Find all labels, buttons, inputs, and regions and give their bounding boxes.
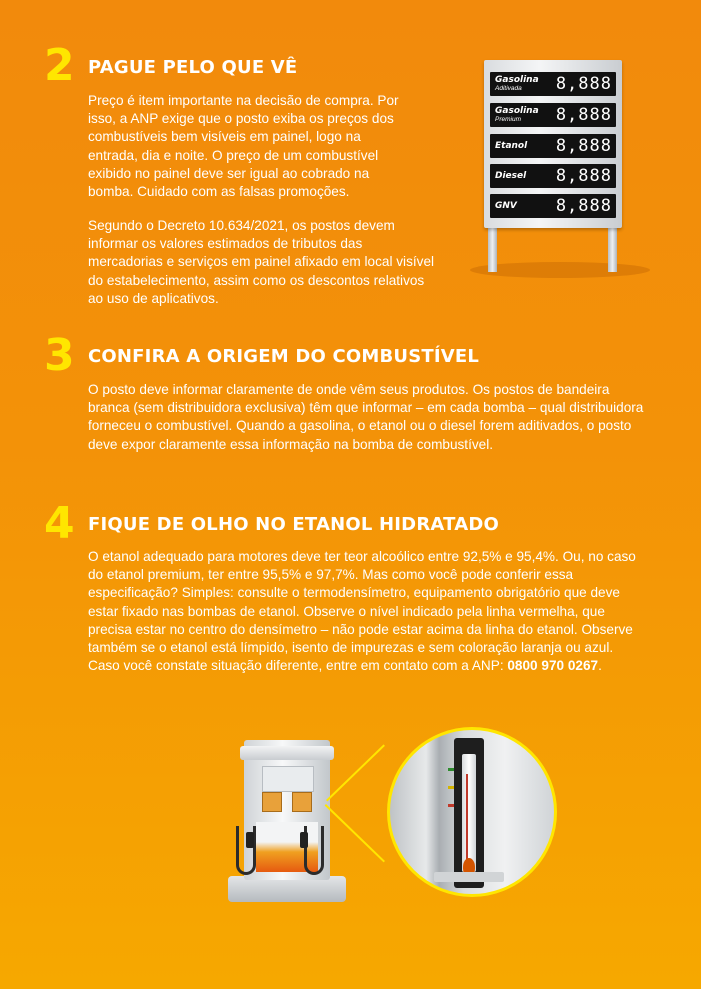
price-panel-post-right <box>608 224 617 272</box>
price-row-value: 8,888 <box>555 196 612 216</box>
section-3-title: CONFIRA A ORIGEM DO COMBUSTÍVEL <box>88 346 480 367</box>
section-2-paragraph-2: Segundo o Decreto 10.634/2021, os postos devem informar os valores estimados de tributos das mercadorias e serviços em painel afixado em local visível do estabelecimento, assim como os descontos relativos ao uso de aplicativos. <box>88 218 435 306</box>
fuel-pump-canopy <box>240 746 334 760</box>
section-4-paragraph-end: . <box>598 658 602 674</box>
densimeter-scale-mark <box>448 768 454 771</box>
price-panel-post-left <box>488 224 497 272</box>
price-row-value: 8,888 <box>555 74 612 94</box>
section-3-paragraph: O posto deve informar claramente de onde vêm seus produtos. Os postos de bandeira branca (sem distribuidora exclusiva) têm que informar – em cada bomba – qual distribuidora forneceu o combustível. Quando a gasolina, o etanol ou o diesel forem aditivados, o posto deve expor claramente essa informação na bomba de combustível. <box>88 382 644 452</box>
price-row <box>490 134 616 158</box>
section-2-title: PAGUE PELO QUE VÊ <box>88 57 298 78</box>
section-2-paragraph-1: Preço é item importante na decisão de compra. Por isso, a ANP exige que o posto exiba os preços dos combustíveis bem visíveis em painel, logo na entrada, dia e noite. O preço de um combustível exibido no painel deve ser igual ao cobrado na bomba. Cuidado com as falsas promoções. <box>88 93 399 200</box>
price-row-sublabel: Aditivada <box>495 85 522 92</box>
price-row-label: Gasolina <box>495 75 539 85</box>
section-4-paragraph <box>88 548 643 675</box>
section-4-paragraph-text: O etanol adequado para motores deve ter teor alcoólico entre 92,5% e 95,4%. Ou, no caso do etanol premium, ter entre 95,5% e 97,7%. Mas como você pode conferir essa especificação? Simples: consulte o termodensímetro, equipamento obrigatório que deve estar fixado nas bombas de etanol. Observe o nível indicado pela linha vermelha, que precisa estar no centro do densímetro – não pode estar acima da linha do etanol. Observe também se o etanol está límpido, isento de impurezas e sem coloração laranja ou azul. Caso você constate situação diferente, entre em contato com a ANP: <box>88 549 636 674</box>
section-2-number: 2 <box>44 40 75 91</box>
price-row <box>490 194 616 218</box>
price-row-label: Gasolina <box>495 106 539 116</box>
anp-phone-number: 0800 970 0267 <box>507 658 599 674</box>
densimeter-housing <box>454 738 484 888</box>
price-row-label: Etanol <box>495 141 528 151</box>
price-row <box>490 103 616 127</box>
densimeter-magnifier <box>387 727 557 897</box>
densimeter-scale-mark <box>448 786 454 789</box>
price-panel-shadow <box>470 262 650 278</box>
price-row-label: Diesel <box>495 171 527 181</box>
densimeter-glass <box>462 754 476 872</box>
fuel-nozzle-icon <box>300 832 308 848</box>
section-3-number: 3 <box>44 330 75 381</box>
price-row-label: GNV <box>495 201 517 211</box>
densimeter-scale-mark <box>448 804 454 807</box>
fuel-pump-display <box>292 792 312 812</box>
section-4-title: FIQUE DE OLHO NO ETANOL HIDRATADO <box>88 514 499 535</box>
fuel-pump-window <box>262 766 314 792</box>
fuel-pump-display <box>262 792 282 812</box>
price-row-value: 8,888 <box>555 105 612 125</box>
price-panel <box>484 60 622 228</box>
densimeter-red-line <box>466 774 468 870</box>
section-4-number: 4 <box>44 498 75 549</box>
price-row-sublabel: Premium <box>495 116 522 123</box>
fuel-nozzle-icon <box>246 832 254 848</box>
price-row <box>490 164 616 188</box>
price-row-value: 8,888 <box>555 166 612 186</box>
callout-line-bottom <box>325 804 385 862</box>
callout-line-top <box>326 744 385 801</box>
price-row-value: 8,888 <box>555 136 612 156</box>
price-row <box>490 72 616 96</box>
densimeter-base <box>434 872 504 882</box>
